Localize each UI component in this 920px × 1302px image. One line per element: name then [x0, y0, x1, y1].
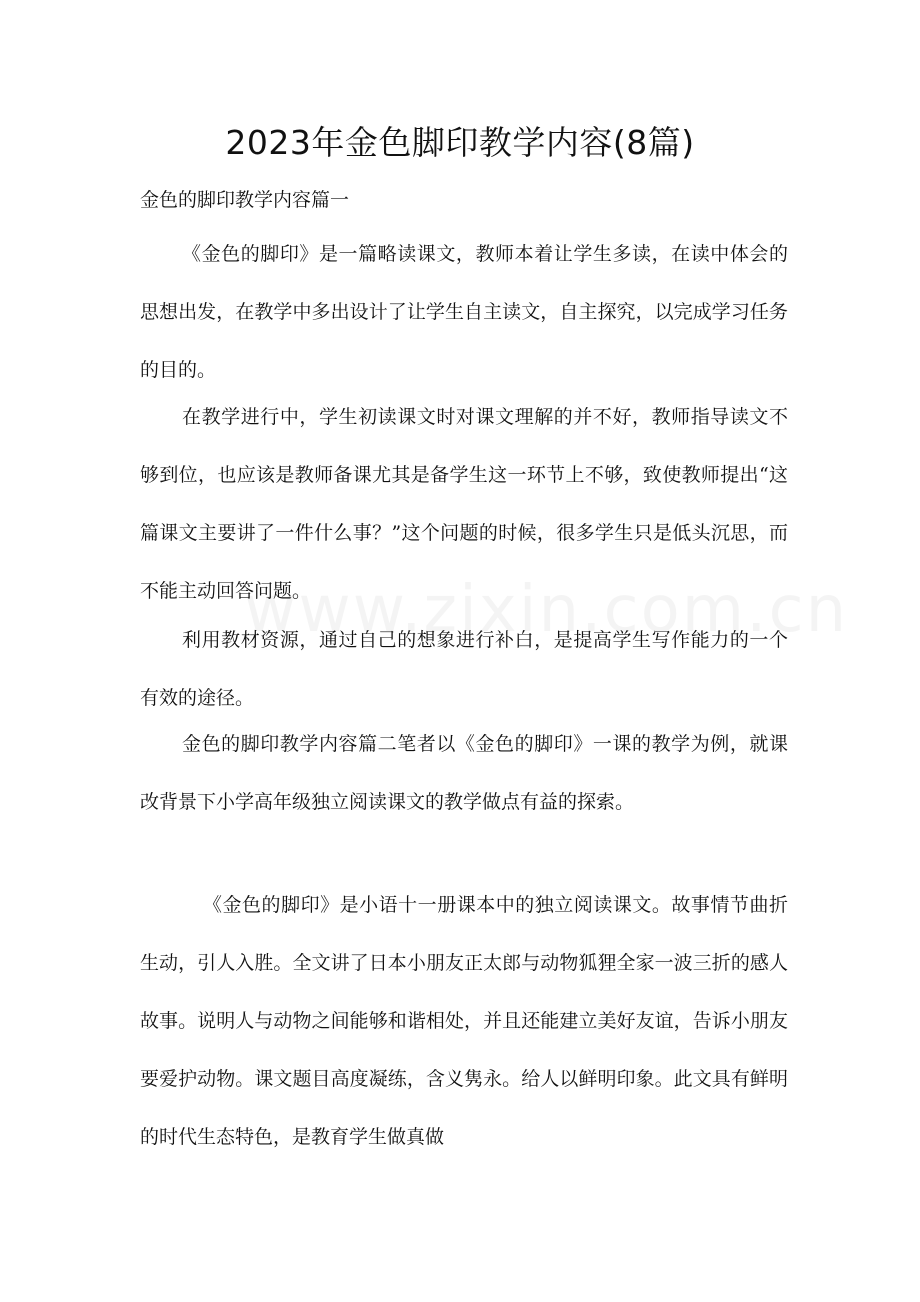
paragraph-5: 《金色的脚印》是小语十一册课本中的独立阅读课文。故事情节曲折生动，引人入胜。全文讲了日本小朋友正太郎与动物狐狸全家一波三折的感人故事。说明人与动物之间能够和谐相处，并且还能建立美好友谊，告诉小朋友要爱护动物。课文题目高度凝练，含义隽永。给人以鲜明印象。此文具有鲜明的时代生态特色，是教育学生做真做 [140, 894, 788, 1148]
document-title: 2023年金色脚印教学内容(8篇) [225, 123, 695, 162]
paragraph-1: 《金色的脚印》是一篇略读课文，教师本着让学生多读，在读中体会的思想出发，在教学中多出设计了让学生自主读文，自主探究，以完成学习任务的目的。 [140, 243, 788, 381]
paragraph-3: 利用教材资源，通过自己的想象进行补白，是提高学生写作能力的一个有效的途径。 [140, 629, 788, 709]
section-heading: 金色的脚印教学内容篇一 [140, 189, 350, 211]
paragraph-4: 金色的脚印教学内容篇二笔者以《金色的脚印》一课的教学为例，就课改背景下小学高年级独立阅读课文的教学做点有益的探索。 [140, 733, 788, 813]
paragraph-2: 在教学进行中，学生初读课文时对课文理解的并不好，教师指导读文不够到位，也应该是教师备课尤其是备学生这一环节上不够，致使教师提出“这篇课文主要讲了一件什么事？”这个问题的时候，很多学生只是低头沉思，而不能主动回答问题。 [140, 406, 788, 602]
